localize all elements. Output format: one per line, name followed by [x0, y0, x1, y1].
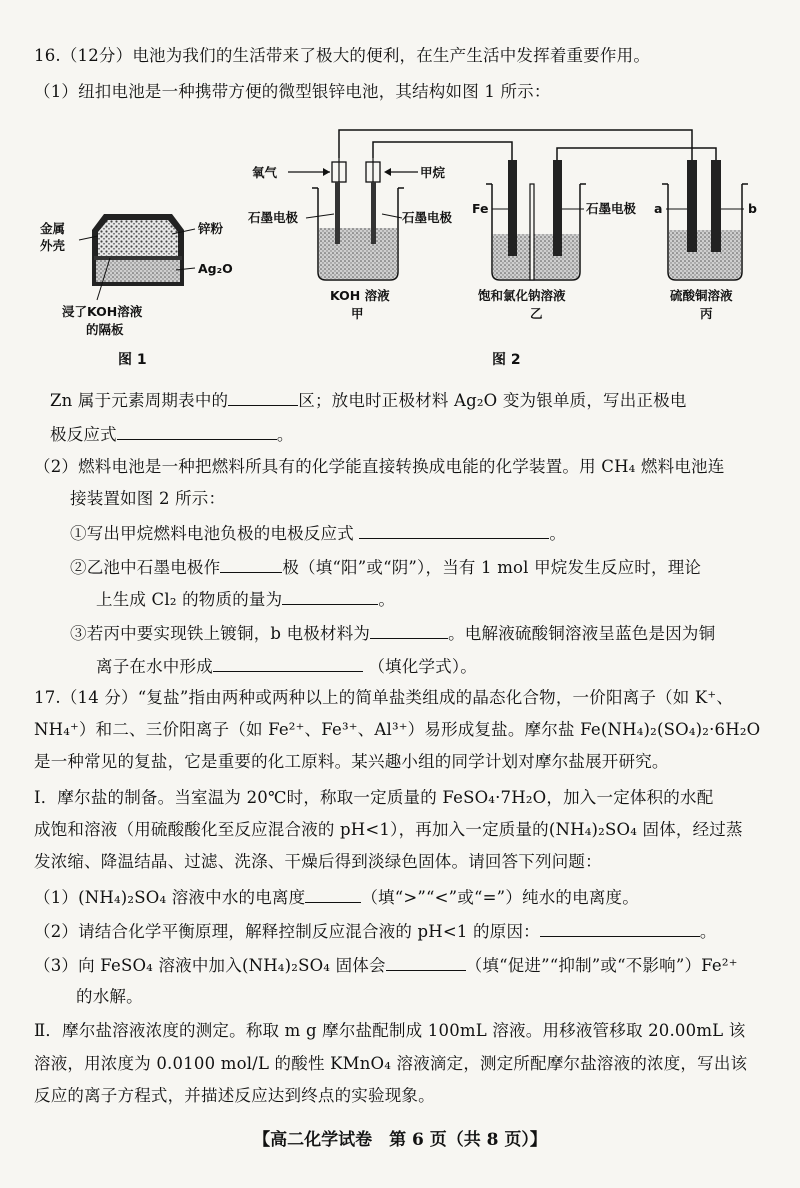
q16-part2-line1: （2）燃料电池是一种把燃料所具有的化学能直接转换成电能的化学装置。用 CH₄ 燃料电池连 — [34, 457, 725, 476]
label-zinc-powder: 锌粉 — [198, 221, 224, 236]
circuit-wires — [339, 130, 716, 160]
text: 离子在水中形成 — [96, 657, 213, 676]
label-metal-shell-2: 外壳 — [40, 238, 66, 253]
text: 。 — [378, 590, 396, 609]
answer-blank[interactable] — [213, 653, 363, 672]
label-graphite-right: 石墨电极 — [402, 210, 453, 225]
q17-2 — [34, 918, 717, 944]
label-metal-shell-1: 金属 — [40, 221, 66, 236]
label-cell-yi: 乙 — [530, 306, 543, 321]
q16-sub3-line2 — [96, 653, 477, 679]
q17-I-line1: Ⅰ．摩尔盐的制备。当室温为 20℃时，称取一定质量的 FeSO₄·7H₂O，加入一定体积的水配 — [34, 788, 714, 807]
text: ②乙池中石墨电极作 — [70, 558, 221, 577]
text: ③若丙中要实现铁上镀铜，b 电极材料为 — [70, 624, 371, 643]
q17-I-line2: 成饱和溶液（用硫酸酸化至反应混合液的 pH<1），再加入一定质量的(NH₄)₂SO₄ 固体，经过蒸 — [34, 820, 743, 839]
q16-1-line2 — [50, 421, 294, 447]
label-nacl-solution: 饱和氯化钠溶液 — [478, 288, 566, 303]
answer-blank[interactable] — [228, 387, 298, 406]
q16-part1-intro: （1）纽扣电池是一种携带方便的微型银锌电池，其结构如图 1 所示： — [34, 82, 551, 101]
answer-blank[interactable] — [305, 884, 361, 903]
figure2-caption: 图 2 — [492, 352, 521, 368]
figure1-caption: 图 1 — [118, 352, 147, 368]
q17-II-line2: 溶液，用浓度为 0.0100 mol/L 的酸性 KMnO₄ 溶液滴定，测定所配摩尔盐溶液的浓度，写出该 — [34, 1054, 748, 1073]
answer-blank[interactable] — [386, 952, 466, 971]
q17-1 — [34, 884, 639, 910]
text: 。 — [276, 425, 294, 444]
q17-II-line3: 反应的离子方程式，并描述反应达到终点的实验现象。 — [34, 1086, 435, 1105]
text: 上生成 Cl₂ 的物质的量为 — [96, 590, 283, 609]
q17-I-line3: 发浓缩、降温结晶、过滤、洗涤、干燥后得到淡绿色固体。请回答下列问题： — [34, 852, 602, 871]
q16-header: 16.（12分）电池为我们的生活带来了极大的便利，在生产生活中发挥着重要作用。 — [34, 46, 651, 65]
cell-yi — [486, 160, 586, 280]
cell-jia — [288, 158, 418, 280]
q17-line2: NH₄⁺）和二、三价阳离子（如 Fe²⁺、Fe³⁺、Al³⁺）易形成复盐。摩尔盐 Fe(NH₄)₂(SO₄)₂·6H₂O — [34, 720, 761, 739]
q16-sub1 — [70, 520, 566, 546]
q17-II-line1: Ⅱ．摩尔盐溶液浓度的测定。称取 m g 摩尔盐配制成 100mL 溶液。用移液管移取 20.00mL 该 — [34, 1021, 746, 1040]
label-ag2o: Ag₂O — [198, 261, 233, 276]
text: 。 — [699, 922, 717, 941]
text: 。电解液硫酸铜溶液呈蓝色是因为铜 — [448, 624, 716, 643]
text: （填“>”“<”或“=”）纯水的电离度。 — [361, 888, 639, 907]
answer-blank[interactable] — [220, 554, 282, 573]
label-cuso4-solution: 硫酸铜溶液 — [670, 288, 733, 303]
label-oxygen: 氧气 — [252, 165, 278, 180]
text: ①写出甲烷燃料电池负极的电极反应式 — [70, 524, 354, 543]
text: 极（填“阳”或“阴”），当有 1 mol 甲烷发生反应时，理论 — [282, 558, 702, 577]
q17-3-line1 — [34, 952, 738, 978]
answer-blank[interactable] — [117, 421, 277, 440]
q16-sub2-line2 — [96, 586, 395, 612]
text: 极反应式 — [50, 425, 117, 444]
answer-blank[interactable] — [540, 918, 700, 937]
separator — [94, 256, 182, 260]
text: （2）请结合化学平衡原理，解释控制反应混合液的 pH<1 的原因： — [34, 922, 540, 941]
figures — [0, 0, 800, 380]
answer-blank[interactable] — [282, 586, 378, 605]
q17-line3: 是一种常见的复盐，它是重要的化工原料。某兴趣小组的同学计划对摩尔盐展开研究。 — [34, 752, 669, 771]
answer-blank[interactable] — [359, 520, 549, 539]
label-graphite-left: 石墨电极 — [248, 210, 299, 225]
text: （3）向 FeSO₄ 溶液中加入(NH₄)₂SO₄ 固体会 — [34, 956, 386, 975]
text: 区；放电时正极材料 Ag₂O 变为银单质，写出正极电 — [298, 391, 687, 410]
text: （1）(NH₄)₂SO₄ 溶液中水的电离度 — [34, 888, 306, 907]
q17-3-line2: 的水解。 — [76, 987, 143, 1006]
text: Zn 属于元素周期表中的 — [50, 391, 229, 410]
cell-bing — [662, 160, 748, 280]
label-b: b — [748, 201, 757, 216]
label-cell-jia: 甲 — [351, 306, 364, 321]
button-cell-diagram — [79, 214, 195, 300]
answer-blank[interactable] — [370, 620, 448, 639]
q16-sub2-line1 — [70, 554, 701, 580]
text: （填化学式）。 — [368, 657, 478, 676]
label-koh-solution: KOH 溶液 — [330, 288, 390, 303]
q16-part2-line2: 接装置如图 2 所示： — [70, 489, 226, 508]
label-separator-1: 浸了KOH溶液 — [62, 304, 143, 319]
label-separator-2: 的隔板 — [86, 322, 124, 337]
text: 。 — [549, 524, 567, 543]
page-footer: 【高二化学试卷 第 6 页（共 8 页）】 — [253, 1130, 547, 1150]
label-fe: Fe — [472, 201, 489, 216]
text: （填“促进”“抑制”或“不影响”）Fe²⁺ — [465, 956, 738, 975]
label-cell-bing: 丙 — [700, 306, 713, 321]
zinc-powder — [98, 220, 178, 256]
q17-line1: 17.（14 分）“复盐”指由两种或两种以上的简单盐类组成的晶态化合物，一价阳离子（如 K⁺、 — [34, 688, 734, 707]
q16-sub3-line1 — [70, 620, 715, 646]
label-methane: 甲烷 — [420, 165, 446, 180]
label-a: a — [654, 201, 663, 216]
label-graphite-yi: 石墨电极 — [586, 201, 637, 216]
q16-1-line1 — [50, 387, 687, 413]
